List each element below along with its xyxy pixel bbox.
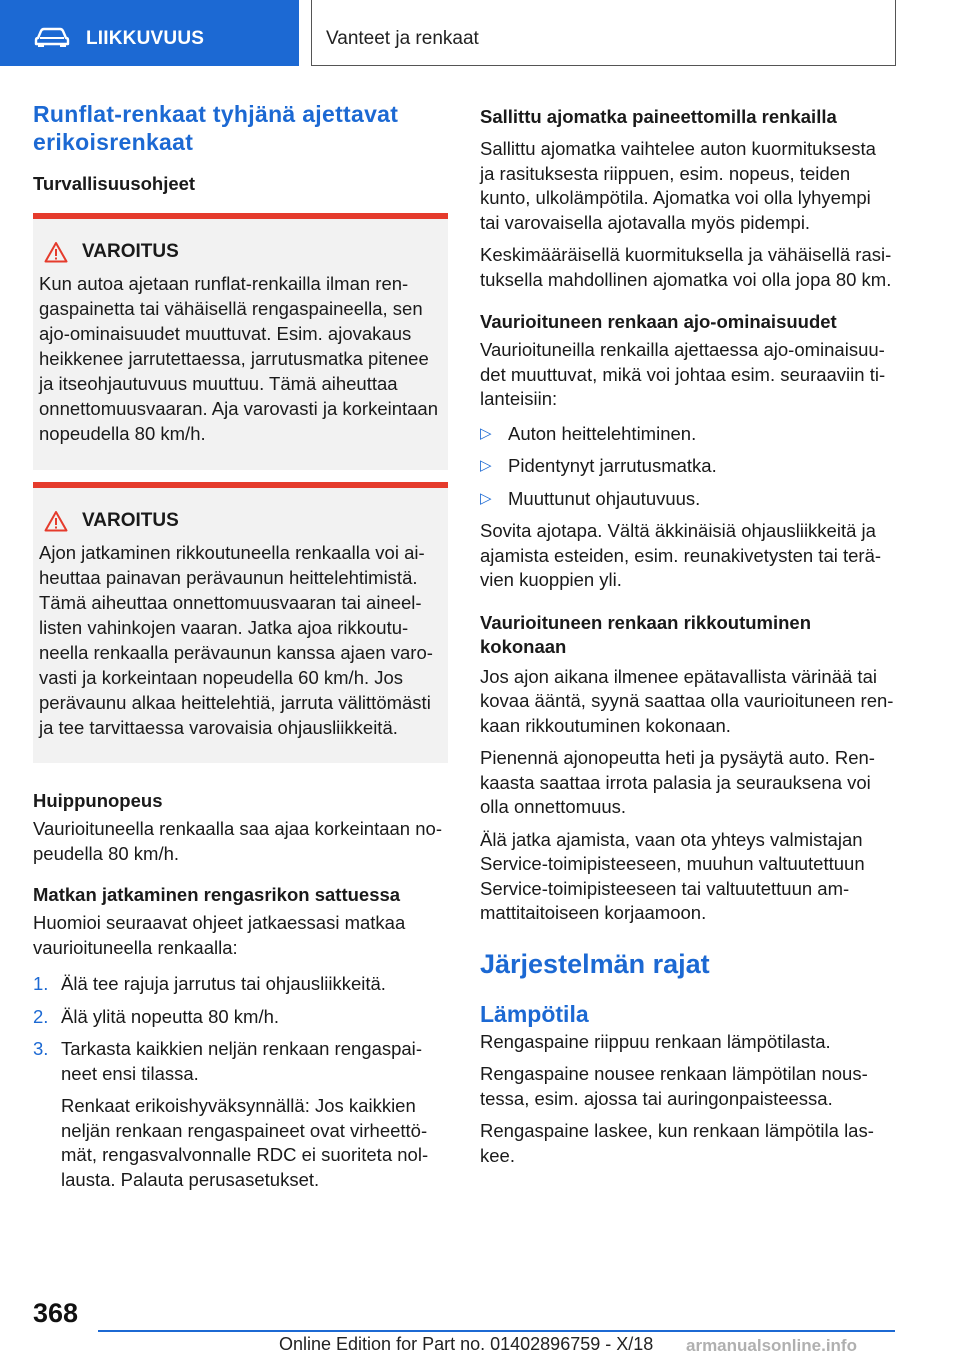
list-number: 1. bbox=[33, 973, 49, 994]
handling-intro: Vaurioituneilla renkailla ajettaessa ajo-ominaisuudet muuttuvat, mikä voi johtaa esim. seuraaviin tilanteisiin: bbox=[480, 339, 886, 409]
watermark: armanualsonline.info bbox=[686, 1336, 857, 1355]
list-text: Tarkasta kaikkien neljän renkaan rengaspaineet ensi tilassa. bbox=[61, 1038, 422, 1084]
range-heading: Sallittu ajomatka paineettomilla renkailla bbox=[480, 106, 837, 127]
warning-box-1 bbox=[33, 213, 448, 470]
list-text: Älä tee rajuja jarrutus tai ohjausliikkeitä. bbox=[61, 973, 386, 994]
handling-heading: Vaurioituneen renkaan ajo-ominaisuudet bbox=[480, 311, 837, 332]
list-text: Älä ylitä nopeutta 80 km/h. bbox=[61, 1005, 280, 1027]
warning-triangle-icon bbox=[44, 510, 68, 532]
triangle-bullet-icon: ▷ bbox=[480, 457, 492, 474]
limits-heading: Järjestelmän rajat bbox=[480, 948, 710, 979]
page-number: 368 bbox=[33, 1298, 79, 1328]
list-item bbox=[480, 454, 895, 479]
warning-text: Kun autoa ajetaan runflat-renkailla ilman rengaspainetta tai vähäisellä rengaspaineella, sen ajo-ominaisuudet muuttuvat. Esim. ajovakaus heikkenee jarrutettaessa, jarrutusmatka pitenee ja itseohjautuvuus muuttuu. Tämä aiheuttaa onnettomuusvaaran. Aja varovasti ja korkeintaan nopeudella 80 km/h. bbox=[39, 273, 439, 444]
list-note: Renkaat erikoishyväksynnällä: Jos kaikkien neljän renkaan rengaspaineet ovat virheettömät, rengasvalvonnalle RDC ei suoriteta nollausta. Palauta perusasetukset. bbox=[61, 1095, 429, 1190]
right-column bbox=[480, 100, 895, 1168]
page-header bbox=[0, 0, 960, 66]
limits-text-3: Rengaspaine laskee, kun renkaan lämpötila laskee. bbox=[480, 1120, 874, 1166]
temperature-heading: Lämpötila bbox=[480, 1000, 589, 1027]
left-column bbox=[33, 100, 448, 1192]
list-item bbox=[33, 1037, 448, 1192]
list-number: 3. bbox=[33, 1038, 49, 1059]
range-text-2: Keskimääräisellä kuormituksella ja vähäisellä rasituksella mahdollinen ajomatka voi olla jopa 80 km. bbox=[480, 244, 892, 290]
triangle-bullet-icon: ▷ bbox=[480, 489, 492, 507]
limits-text-1: Rengaspaine riippuu renkaan lämpötilasta. bbox=[480, 1030, 831, 1052]
warning-triangle-icon bbox=[44, 241, 68, 263]
warning-text: Ajon jatkaminen rikkoutuneella renkaalla voi aiheuttaa painavan perävaunun heittelehtimistä. Tämä aiheuttaa onnettomuusvaaran tai aineellisten vahinkojen vaaran. Jatka ajoa rikkoutuneella renkaalla perävaunun kanssa ajaen varovasti ja korkeintaan nopeudella 60 km/h. Jos perävaunu alkaa heittelehtiä, jarruta välittömästi ja tee tarvittaessa varovaisia ohjausliikkeitä. bbox=[39, 542, 433, 738]
footer-divider bbox=[98, 1330, 895, 1332]
page-title: Vanteet ja renkaat bbox=[326, 28, 479, 49]
list-item bbox=[33, 972, 448, 997]
warning-label: VAROITUS bbox=[82, 510, 179, 531]
destruction-text-3: Älä jatka ajamista, vaan ota yhteys valmistajan Service-toimipisteeseen, muuhun valtuutettuun Service-toimipisteeseen tai valtuutettuun ammattitaitoiseen korjaamoon. bbox=[480, 828, 865, 923]
edition-text: Online Edition for Part no. 01402896759 - X/18 bbox=[279, 1334, 654, 1354]
list-number: 2. bbox=[33, 1005, 49, 1027]
range-text-1: Sallittu ajomatka vaihtelee auton kuormituksesta ja rasituksesta riippuen, esim. nopeus, teiden kunto, ulkolämpötila. Ajomatka voi olla lyhyempi tai varovaisella ajotavalla myös pidempi. bbox=[480, 138, 876, 233]
destruction-heading: Vaurioituneen renkaan rikkoutuminen kokonaan bbox=[480, 611, 812, 657]
runflat-title: Runflat-renkaat tyhjänä ajettavat erikoisrenkaat bbox=[33, 101, 399, 155]
list-item bbox=[480, 487, 895, 512]
list-text: Auton heittelehtiminen. bbox=[508, 422, 697, 444]
continue-heading: Matkan jatkaminen rengasrikon sattuessa bbox=[33, 884, 401, 905]
handling-outro: Sovita ajotapa. Vältä äkkinäisiä ohjausliikkeitä ja ajamista esteiden, esim. reunakivetysten tai terävien kuoppien yli. bbox=[480, 520, 882, 590]
list-text: Muuttunut ohjautuvuus. bbox=[508, 487, 701, 509]
warning-label: VAROITUS bbox=[82, 241, 179, 262]
section-label: LIIKKUVUUS bbox=[86, 28, 205, 49]
continue-intro: Huomioi seuraavat ohjeet jatkaessasi matkaa vaurioituneella renkaalla: bbox=[33, 912, 406, 958]
safety-heading: Turvallisuusohjeet bbox=[33, 173, 196, 194]
list-text: Pidentynyt jarrutusmatka. bbox=[508, 455, 717, 476]
top-speed-text: Vaurioituneella renkaalla saa ajaa korkeintaan nopeudella 80 km/h. bbox=[33, 818, 442, 864]
destruction-text-2: Pienennä ajonopeutta heti ja pysäytä auto. Renkaasta saattaa irrota palasia ja seurauksena voi olla onnettomuus. bbox=[480, 747, 875, 817]
section-tab bbox=[0, 0, 299, 66]
page-title-tab bbox=[311, 0, 896, 66]
limits-text-2: Rengaspaine nousee renkaan lämpötilan noustessa, esim. ajossa tai auringonpaisteessa. bbox=[480, 1063, 868, 1109]
car-icon bbox=[34, 27, 70, 47]
top-speed-heading: Huippunopeus bbox=[33, 790, 163, 811]
destruction-text-1: Jos ajon aikana ilmenee epätavallista värinää tai kovaa ääntä, syynä saattaa olla vaurioituneen renkaan rikkoutuminen kokonaan. bbox=[480, 665, 894, 736]
triangle-bullet-icon: ▷ bbox=[480, 424, 492, 442]
warning-box-2 bbox=[33, 482, 448, 763]
list-item bbox=[480, 422, 895, 447]
list-item bbox=[33, 1005, 448, 1030]
